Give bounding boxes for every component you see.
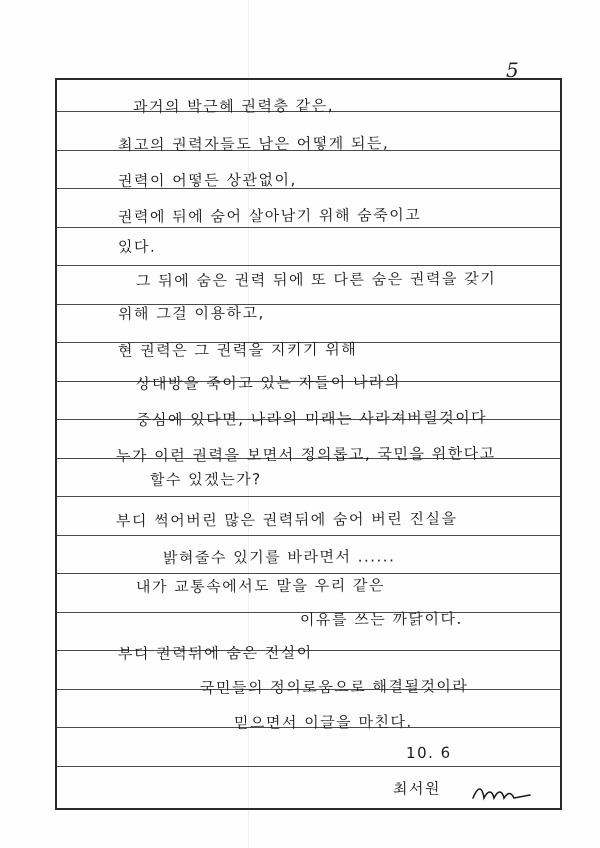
signature-scribble [470, 784, 540, 806]
text-line: 권력이 어떻든 상관없이, [117, 170, 297, 190]
text-line: 국민들의 정의로움으로 해결될것이라 [199, 677, 469, 697]
date: 10. 6 [405, 743, 452, 762]
ruled-line [57, 227, 560, 228]
text-line: 밝혀줄수 있기를 바라면서 ...... [162, 547, 396, 567]
ruled-line [57, 265, 560, 266]
text-line: 상대방을 죽이고 있는 자들이 나라의 [135, 373, 401, 393]
text-line: 중심에 있다면, 나라의 미래는 사라져버릴것이다 [135, 408, 488, 429]
text-line: 이유를 쓰는 까닭이다. [299, 609, 463, 629]
ruled-line [57, 535, 560, 536]
text-line: 내가 교통속에서도 말을 우리 같은 [135, 576, 385, 596]
text-line: 부디 썩어버린 많은 권력뒤에 숨어 버린 진실을 [115, 509, 458, 530]
page-number: 5 [506, 58, 519, 82]
text-line: 최고의 권력자들도 남은 어떻게 되든, [117, 134, 390, 154]
text-line: 현 권력은 그 권력을 지키기 위해 [117, 340, 358, 360]
text-line: 권력에 뒤에 숨어 살아남기 위해 숨죽이고 [117, 205, 422, 226]
text-line: 믿으면서 이글을 마친다. [233, 712, 413, 732]
text-line: 과거의 박근혜 권력층 같은, [132, 96, 335, 116]
signature-name: 최서원 [392, 779, 442, 798]
ruled-line [57, 766, 560, 767]
text-line: 있다. [117, 237, 157, 256]
ruled-line [57, 496, 560, 497]
text-line: 할수 있겠는가? [149, 470, 262, 489]
text-line: 부디 권력뒤에 숨은 진실이 [117, 643, 313, 663]
text-line: 누가 이런 권력을 보면서 정의롭고, 국민을 위한다고 [115, 444, 496, 465]
text-line: 위해 그걸 이용하고, [117, 303, 265, 323]
text-line: 그 뒤에 숨은 권력 뒤에 또 다른 숨은 권력을 갖기 [135, 269, 497, 290]
